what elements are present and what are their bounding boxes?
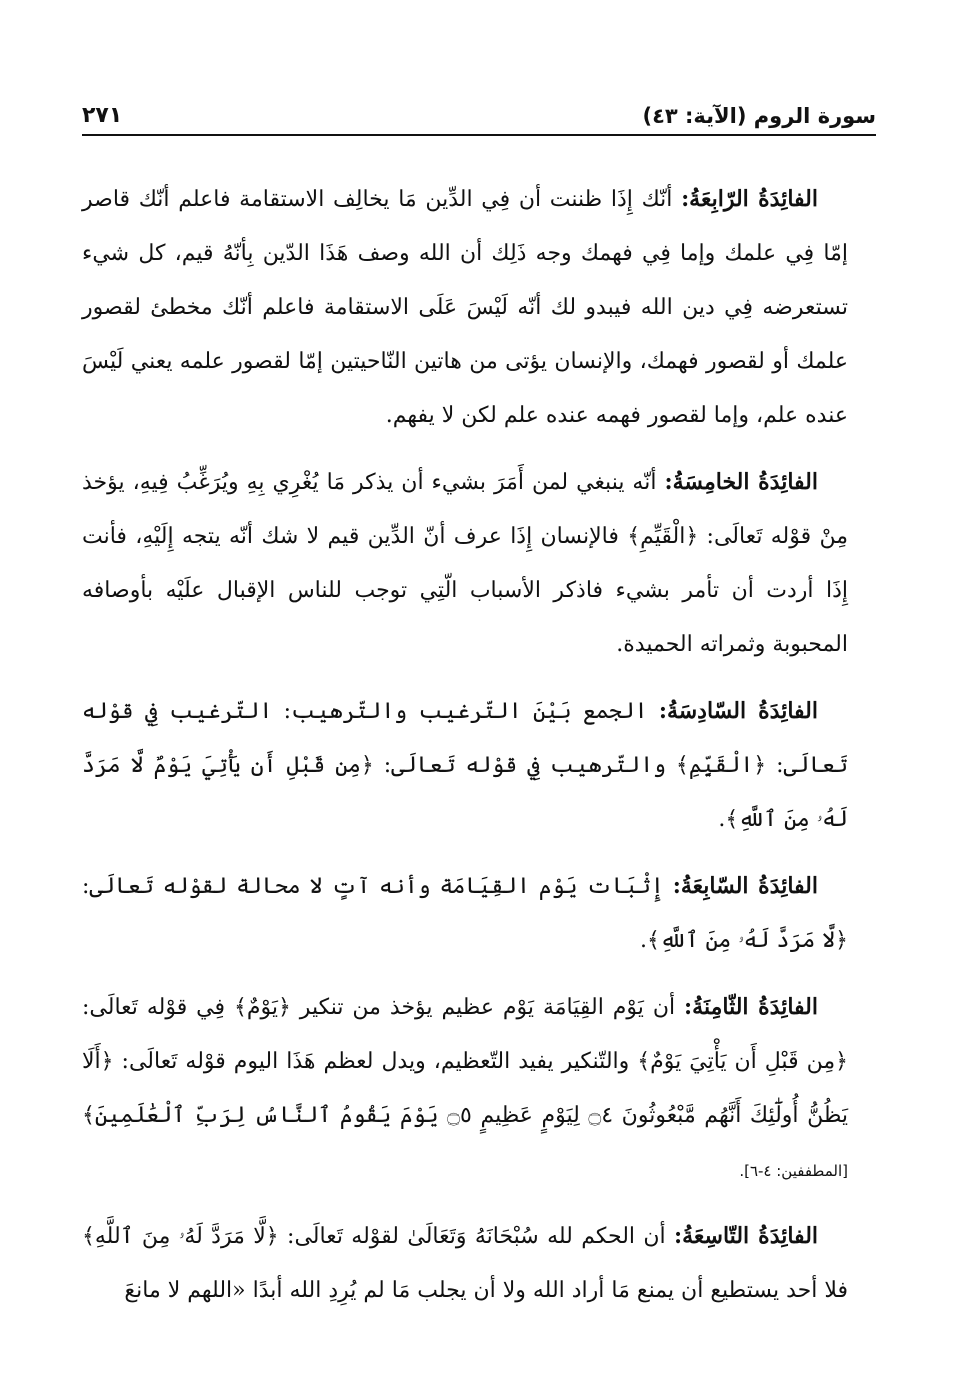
paragraph-text: إِثْبَات يَوْم القِيَامَة وأنه آتٍ لا محالة لقوْله تَعالَى: ﴿لَّا مَرَدَّ لَهُۥ مِنَ ٱللَّهِ﴾. — [82, 874, 848, 953]
paragraph-eighth-benefit — [82, 980, 848, 1197]
paragraph-text: الجمع بَيْنَ التّرغيب والتّرهيب: التّرغيب فِي قوْله تَعالَى: ﴿الْقَيِّمِ﴾ والتّرهيب فِي قوْله تَعالَى: ﴿مِن قَبْلِ أَن يَأْتِيَ يَوْمٌ لَّا مَرَدَّ لَهُۥ مِنَ ٱللَّهِ﴾. — [82, 699, 848, 832]
paragraph-text: أنّك إِذَا ظننت أن فِي الدِّين مَا يخالِف الاستقامة فاعلم أنّك قاصر إمّا فِي علمك وإما فِي فهمك وجه ذَلِك أن الله وصف هَذَا الدّين بِأنّهُ قيم، كل شيء تستعرضه فِي دين الله فيبدو لك أنّه لَيْسَ عَلَى الاستقامة فاعلم أنّك مخطئ لقصور علمك أو لقصور فهمك، والإنسان يؤتى من هاتين النّاحيتين إمّا لقصور علمه يعني لَيْسَ عنده علم، وإما لقصور فهمه عنده علم لكن لا يفهم. — [82, 187, 848, 428]
paragraph-ninth-benefit — [82, 1209, 848, 1318]
paragraph-text: أن الحكم لله سُبْحَانَهُ وَتَعَالَىٰ لقوْله تَعالَى: ﴿لَّا مَرَدَّ لَهُۥ مِنَ ٱللَّهِ﴾ فلا أحد يستطيع أن يمنع مَا أراد الله ولا أن يجلب مَا لم يُرِدِ الله أبدًا «اللهم لا مانعَ — [82, 1224, 848, 1303]
paragraph-heading: الفائِدَةُ الرّابِعَةُ: — [681, 186, 818, 212]
paragraph-heading: الفائِدَةُ السّابِعَةُ: — [672, 873, 818, 899]
page-header — [82, 92, 876, 136]
paragraph-heading: الفائِدَةُ الثّامِنَةُ: — [684, 994, 818, 1020]
paragraph-fourth-benefit — [82, 172, 848, 443]
paragraph-fifth-benefit — [82, 455, 848, 672]
page-number: ٢٧١ — [82, 103, 123, 128]
paragraph-sixth-benefit — [82, 684, 848, 847]
paragraph-text: أنّه ينبغي لمن أَمَرَ بشيء أن يذكر مَا يُغْرِي بِهِ ويُرَغِّبُ فِيهِ، يؤخذ مِنْ قوْله تَعالَى: ﴿الْقَيِّمِ﴾ فالإنسان إِذَا عرف أنّ الدِّين قيم لا شك أنّه يتجه إِلَيْهِ، فأنت إِذَا أردت أن تأمر بشيء فاذكر الأسباب الّتِي توجب للناس الإقبال علَيْه بأوصافه المحبوبة وثمراته الحميدة. — [82, 470, 848, 657]
quran-citation: [المطففين: ٤-٦]. — [739, 1162, 848, 1180]
paragraph-seventh-benefit — [82, 859, 848, 968]
page-body — [82, 172, 848, 1330]
paragraph-heading: الفائِدَةُ التّاسِعَةُ: — [674, 1223, 819, 1249]
paragraph-heading: الفائِدَةُ السّادِسَةُ: — [658, 698, 818, 724]
running-title: سورة الروم (الآية: ٤٣) — [642, 104, 876, 128]
paragraph-heading: الفائِدَةُ الخامِسَةُ: — [664, 469, 818, 495]
paragraph-text: أن يَوْم القِيَامَة يَوْم عظيم يؤخذ من تنكير ﴿يَوْمٌ﴾ فِي قوْله تَعالَى: ﴿مِن قَبْلِ أَن يَأْتِيَ يَوْمٌ﴾ والتّنكير يفيد التّعظيم، ويدل لعظم هَذَا اليوم قوْله تَعالَى: ﴿أَلَا يَظُنُّ أُولَٰٓئِكَ أَنَّهُم مَّبْعُوثُونَ ۝٤ لِيَوْمٍ عَظِيمٍ ۝٥ يَوْمَ يَقُومُ ٱلنَّاسُ لِرَبِّ ٱلْعَٰلَمِينَ﴾ — [82, 995, 849, 1128]
